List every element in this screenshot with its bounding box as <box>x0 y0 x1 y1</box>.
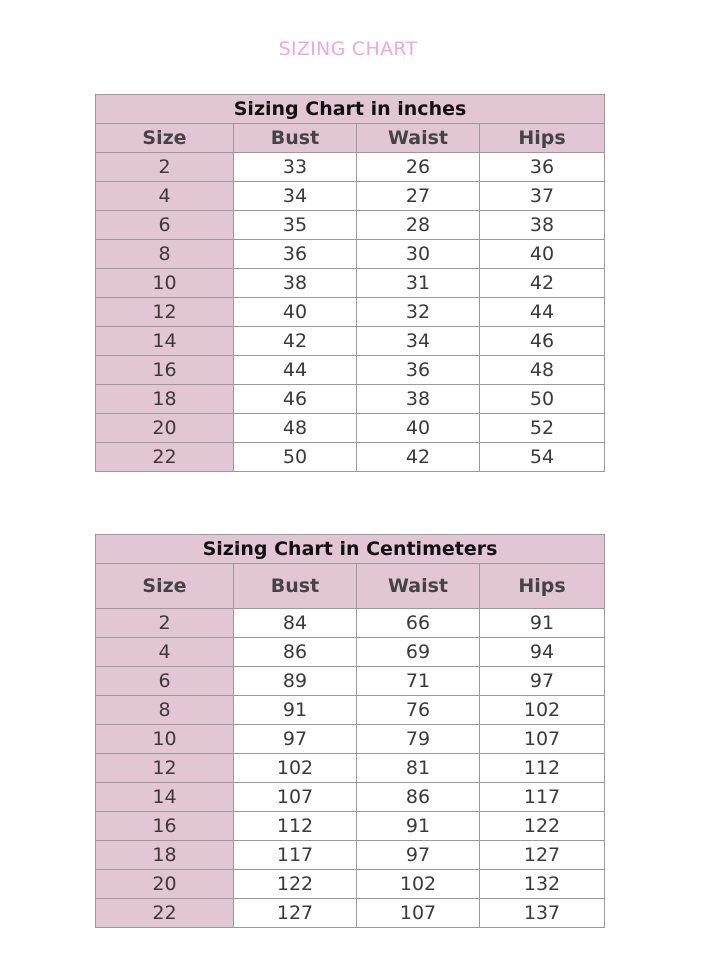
hips-cell: 91 <box>480 609 605 638</box>
table-row <box>96 327 605 356</box>
waist-cell: 31 <box>357 269 480 298</box>
hips-cell: 52 <box>480 414 605 443</box>
bust-cell: 86 <box>234 638 357 667</box>
waist-cell: 102 <box>357 870 480 899</box>
hips-cell: 94 <box>480 638 605 667</box>
size-cell: 18 <box>96 841 234 870</box>
waist-cell: 76 <box>357 696 480 725</box>
table-row <box>96 754 605 783</box>
waist-cell: 32 <box>357 298 480 327</box>
table-row <box>96 269 605 298</box>
hips-cell: 127 <box>480 841 605 870</box>
bust-cell: 42 <box>234 327 357 356</box>
hips-cell: 48 <box>480 356 605 385</box>
hips-cell: 40 <box>480 240 605 269</box>
waist-cell: 36 <box>357 356 480 385</box>
bust-cell: 127 <box>234 899 357 928</box>
bust-cell: 40 <box>234 298 357 327</box>
waist-cell: 66 <box>357 609 480 638</box>
size-cell: 6 <box>96 211 234 240</box>
waist-cell: 79 <box>357 725 480 754</box>
table-title-row <box>96 95 605 124</box>
waist-cell: 71 <box>357 667 480 696</box>
hips-cell: 42 <box>480 269 605 298</box>
waist-cell: 97 <box>357 841 480 870</box>
table-row <box>96 870 605 899</box>
hips-cell: 137 <box>480 899 605 928</box>
size-cell: 16 <box>96 356 234 385</box>
column-header-bust: Bust <box>234 564 357 609</box>
size-cell: 18 <box>96 385 234 414</box>
hips-cell: 44 <box>480 298 605 327</box>
size-cell: 10 <box>96 269 234 298</box>
waist-cell: 107 <box>357 899 480 928</box>
waist-cell: 27 <box>357 182 480 211</box>
bust-cell: 34 <box>234 182 357 211</box>
waist-cell: 86 <box>357 783 480 812</box>
bust-cell: 89 <box>234 667 357 696</box>
bust-cell: 48 <box>234 414 357 443</box>
waist-cell: 28 <box>357 211 480 240</box>
size-cell: 10 <box>96 725 234 754</box>
table-header-row <box>96 564 605 609</box>
table-row <box>96 812 605 841</box>
page-title: SIZING CHART <box>278 38 418 60</box>
bust-cell: 35 <box>234 211 357 240</box>
hips-cell: 107 <box>480 725 605 754</box>
waist-cell: 69 <box>357 638 480 667</box>
size-cell: 22 <box>96 443 234 472</box>
table-row <box>96 356 605 385</box>
bust-cell: 91 <box>234 696 357 725</box>
bust-cell: 46 <box>234 385 357 414</box>
column-header-waist: Waist <box>357 124 480 153</box>
bust-cell: 122 <box>234 870 357 899</box>
table-row <box>96 841 605 870</box>
waist-cell: 91 <box>357 812 480 841</box>
size-cell: 14 <box>96 783 234 812</box>
sizing-table-inches <box>95 94 605 472</box>
hips-cell: 112 <box>480 754 605 783</box>
hips-cell: 132 <box>480 870 605 899</box>
size-cell: 12 <box>96 298 234 327</box>
waist-cell: 81 <box>357 754 480 783</box>
table-row <box>96 153 605 182</box>
column-header-bust: Bust <box>234 124 357 153</box>
table-row <box>96 414 605 443</box>
waist-cell: 42 <box>357 443 480 472</box>
hips-cell: 54 <box>480 443 605 472</box>
hips-cell: 97 <box>480 667 605 696</box>
waist-cell: 34 <box>357 327 480 356</box>
waist-cell: 26 <box>357 153 480 182</box>
table-title: Sizing Chart in inches <box>96 95 605 124</box>
size-cell: 2 <box>96 153 234 182</box>
table-row <box>96 443 605 472</box>
table-row <box>96 899 605 928</box>
hips-cell: 102 <box>480 696 605 725</box>
bust-cell: 84 <box>234 609 357 638</box>
column-header-size: Size <box>96 564 234 609</box>
size-cell: 8 <box>96 696 234 725</box>
size-cell: 4 <box>96 182 234 211</box>
size-cell: 14 <box>96 327 234 356</box>
bust-cell: 50 <box>234 443 357 472</box>
bust-cell: 38 <box>234 269 357 298</box>
table-row <box>96 298 605 327</box>
waist-cell: 38 <box>357 385 480 414</box>
size-cell: 22 <box>96 899 234 928</box>
size-cell: 4 <box>96 638 234 667</box>
table-row <box>96 182 605 211</box>
column-header-hips: Hips <box>480 564 605 609</box>
hips-cell: 36 <box>480 153 605 182</box>
bust-cell: 44 <box>234 356 357 385</box>
table-row <box>96 211 605 240</box>
size-cell: 6 <box>96 667 234 696</box>
hips-cell: 122 <box>480 812 605 841</box>
size-cell: 20 <box>96 414 234 443</box>
bust-cell: 36 <box>234 240 357 269</box>
table-row <box>96 783 605 812</box>
size-cell: 20 <box>96 870 234 899</box>
table-title: Sizing Chart in Centimeters <box>96 535 605 564</box>
bust-cell: 102 <box>234 754 357 783</box>
table-row <box>96 609 605 638</box>
column-header-size: Size <box>96 124 234 153</box>
table-title-row <box>96 535 605 564</box>
table-row <box>96 385 605 414</box>
hips-cell: 50 <box>480 385 605 414</box>
size-cell: 8 <box>96 240 234 269</box>
table-row <box>96 638 605 667</box>
bust-cell: 112 <box>234 812 357 841</box>
waist-cell: 40 <box>357 414 480 443</box>
size-cell: 2 <box>96 609 234 638</box>
table-row <box>96 240 605 269</box>
table-header-row <box>96 124 605 153</box>
waist-cell: 30 <box>357 240 480 269</box>
size-cell: 12 <box>96 754 234 783</box>
hips-cell: 117 <box>480 783 605 812</box>
size-cell: 16 <box>96 812 234 841</box>
hips-cell: 46 <box>480 327 605 356</box>
bust-cell: 117 <box>234 841 357 870</box>
bust-cell: 97 <box>234 725 357 754</box>
sizing-table-centimeters <box>95 534 605 928</box>
column-header-hips: Hips <box>480 124 605 153</box>
table-row <box>96 667 605 696</box>
bust-cell: 107 <box>234 783 357 812</box>
hips-cell: 38 <box>480 211 605 240</box>
table-row <box>96 696 605 725</box>
bust-cell: 33 <box>234 153 357 182</box>
column-header-waist: Waist <box>357 564 480 609</box>
table-row <box>96 725 605 754</box>
hips-cell: 37 <box>480 182 605 211</box>
